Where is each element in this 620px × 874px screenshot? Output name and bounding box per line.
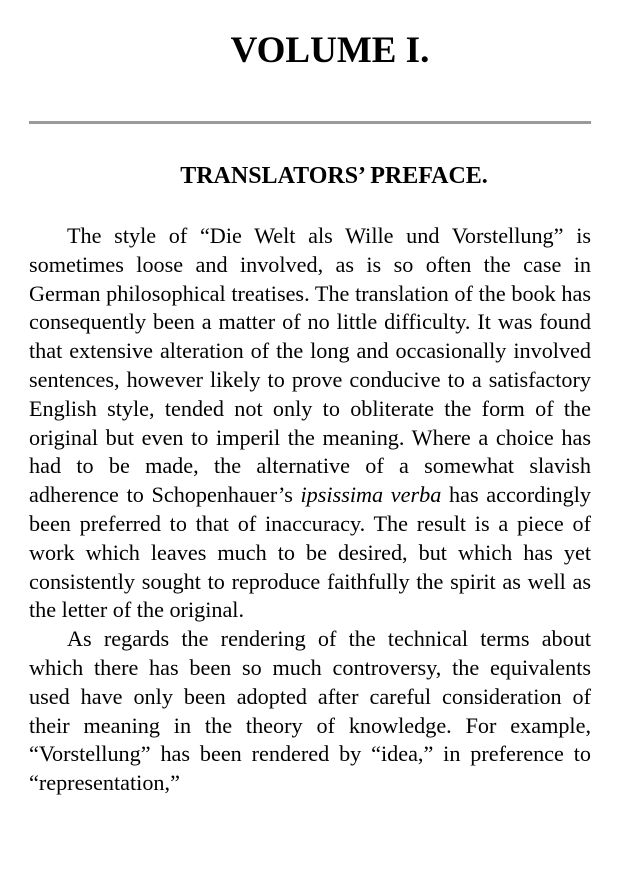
section-title: TRANSLATORS’ PREFACE. xyxy=(180,163,488,189)
volume-title: VOLUME I. xyxy=(230,30,430,71)
horizontal-divider xyxy=(29,121,591,124)
body-text xyxy=(29,222,591,798)
paragraph-1-text-before: The style of “Die Welt als Wille und Vorstellung” is sometimes loose and involved, as is so often the case in German philosophical treatises. The translation of the book has consequently been a matter of no little difficulty. It was found that extensive alteration of the long and occasionally involved sentences, however likely to prove conducive to a satisfactory English style, tended not only to obliterate the form of the original but even to imperil the meaning. Where a choice has had to be made, the alternative of a somewhat slavish adherence to Schopenhauer’s xyxy=(29,223,591,508)
paragraph-1-italic-phrase: ipsissima verba xyxy=(300,482,442,508)
paragraph-1 xyxy=(29,222,591,625)
paragraph-2: As regards the rendering of the technical terms about which there has been so much controversy, the equivalents used have only been adopted after careful consideration of their meaning in the theory of knowledge. For example, “Vorstellung” has been rendered by “idea,” in preference to “representation,” xyxy=(29,626,591,796)
paragraph-1-text-after: has accordingly been preferred to that of inaccuracy. The result is a piece of work which leaves much to be desired, but which has yet consistently sought to reproduce faithfully the spirit as well as the letter of the original. xyxy=(29,482,591,623)
